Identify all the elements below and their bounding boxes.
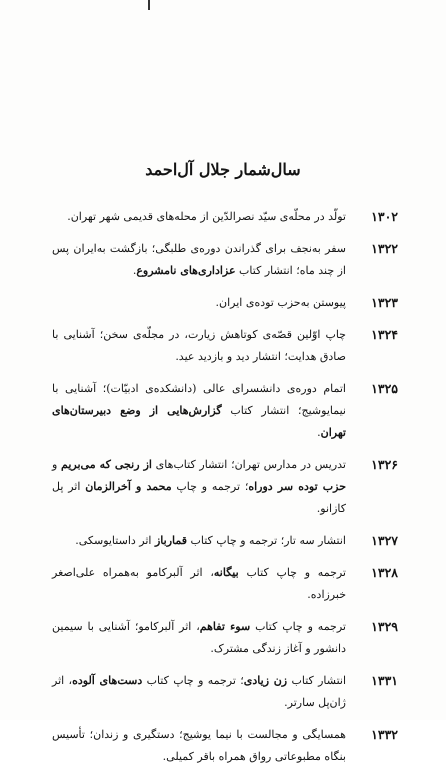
entry-text-segment: تولّد در محلّه‌ی سیّد نصرالدّین از محله‌های قدیمی شهر تهران.: [67, 210, 346, 223]
entry-text-segment: اثر پل کازانو.: [52, 480, 346, 515]
entry-year: ۱۳۲۴: [371, 327, 398, 342]
entry-text-segment: اتمام دوره‌ی دانشسرای عالی (دانشکده‌ی ادبیّات)؛ آشنایی با نیمایوشیج؛ انتشار کتاب: [52, 382, 346, 417]
entry-text-segment: ؛ ترجمه و چاپ کتاب: [142, 674, 244, 687]
entry-text-segment: همسایگی و مجالست با نیما یوشیج؛ دستگیری و زندان؛ تأسیس بنگاه مطبوعاتی رواق همراه باقر کمیلی.: [52, 728, 346, 763]
entry-bold-title: از رنجی که می‌بریم: [61, 458, 152, 471]
chronology-entry: [52, 206, 398, 228]
entry-year: ۱۳۲۳: [371, 295, 398, 310]
entry-year: ۱۳۲۵: [371, 381, 398, 396]
entry-bold-title: گزارش‌هایی از وضع دبیرستان‌های تهران: [52, 404, 346, 439]
entry-text: [52, 238, 346, 282]
chronology-entry: [52, 378, 398, 444]
entry-bold-title: عزاداری‌های نامشروع: [136, 264, 236, 277]
chronology-entry: [52, 292, 398, 314]
page-title: سال‌شمار جلال آل‌احمد: [145, 160, 301, 179]
entry-year: ۱۳۲۹: [371, 619, 398, 634]
entry-text-segment: تدریس در مدارس تهران؛ انتشار کتاب‌های: [151, 458, 346, 471]
entry-bold-title: سوء تفاهم: [199, 620, 251, 633]
entry-year: ۱۳۲۸: [371, 565, 398, 580]
chronology-entry: [52, 562, 398, 606]
entry-year: ۱۳۳۲: [371, 727, 398, 742]
chronology-entry: [52, 530, 398, 552]
entry-text-segment: ، اثر ژان‌پل سارتر.: [52, 674, 346, 709]
entry-bold-title: حزب توده سر دوراه: [248, 480, 347, 493]
entry-text-segment: ترجمه و چاپ کتاب: [250, 620, 346, 633]
entry-text-segment: انتشار: [314, 534, 346, 547]
entry-text: [52, 378, 346, 444]
entry-text-segment: ؛ ترجمه و چاپ کتاب: [186, 534, 285, 547]
chronology-entry: [52, 724, 398, 768]
chronology-list: [52, 206, 398, 778]
entry-text-segment: ، اثر آلبرکامو به‌همراه علی‌اصغر خبرزاده.: [52, 566, 346, 601]
entry-text-segment: عید.: [175, 350, 198, 363]
entry-year: ۱۳۲۷: [371, 533, 398, 548]
entry-year: ۱۳۰۲: [371, 209, 398, 224]
entry-year: ۱۳۲۶: [371, 457, 398, 472]
entry-bold-title: دست‌های آلوده: [72, 674, 143, 687]
entry-text: [52, 530, 346, 552]
entry-text: [52, 616, 346, 660]
entry-text: [52, 324, 346, 368]
entry-text-segment: .: [132, 264, 137, 277]
entry-text: [52, 206, 346, 228]
entry-text-segment: انتشار کتاب: [287, 674, 347, 687]
chronology-entry: [52, 454, 398, 520]
entry-text-segment: چاپ اوّلین قصّه‌ی کوتاهش: [215, 328, 346, 341]
entry-text-segment: ترجمه و چاپ کتاب: [238, 566, 346, 579]
entry-text-segment: و: [52, 458, 62, 471]
entry-text-segment: ، اثر آلبرکامو؛ آشنایی با سیمین دانشور و آغاز زندگی مشترک.: [52, 620, 346, 655]
entry-text: [52, 454, 346, 520]
page-edge-mark: [148, 0, 150, 10]
entry-bold-title: زن زیادی: [243, 674, 288, 687]
entry-text-segment: زیارت: [187, 328, 216, 341]
entry-bold-title: محمد و آخرالزمان: [85, 480, 172, 493]
chronology-entry: [52, 616, 398, 660]
entry-text: [52, 670, 346, 714]
entry-text-segment: .: [317, 426, 321, 439]
entry-text-segment: پیوستن به‌حزب توده‌ی ایران.: [215, 296, 346, 309]
entry-text-segment: ، در مجلّه‌ی سخن؛ آشنایی با صادق هدایت؛ انتشار: [52, 328, 346, 363]
chronology-entry: [52, 324, 398, 368]
chronology-entry: [52, 670, 398, 714]
chronology-entry: [52, 238, 398, 282]
entry-text-segment: سفر به‌نجف برای گذراندن دوره‌ی طلبگی؛ بازگشت به‌ایران پس از چند ماه؛ انتشار کتاب: [52, 242, 346, 277]
entry-text-segment: اثر داستایوسکی.: [75, 534, 155, 547]
entry-text: [52, 724, 346, 768]
entry-year: ۱۳۳۱: [371, 673, 398, 688]
entry-text: [52, 292, 346, 314]
entry-text: [52, 562, 346, 606]
entry-bold-title: بیگانه: [213, 566, 239, 579]
entry-year: ۱۳۲۲: [371, 241, 398, 256]
entry-text-segment: ؛ ترجمه و چاپ: [171, 480, 249, 493]
entry-bold-title: قمارباز: [154, 534, 187, 547]
entry-text-segment: سه تار: [284, 534, 315, 547]
entry-text-segment: دید و بازدید: [197, 350, 250, 363]
